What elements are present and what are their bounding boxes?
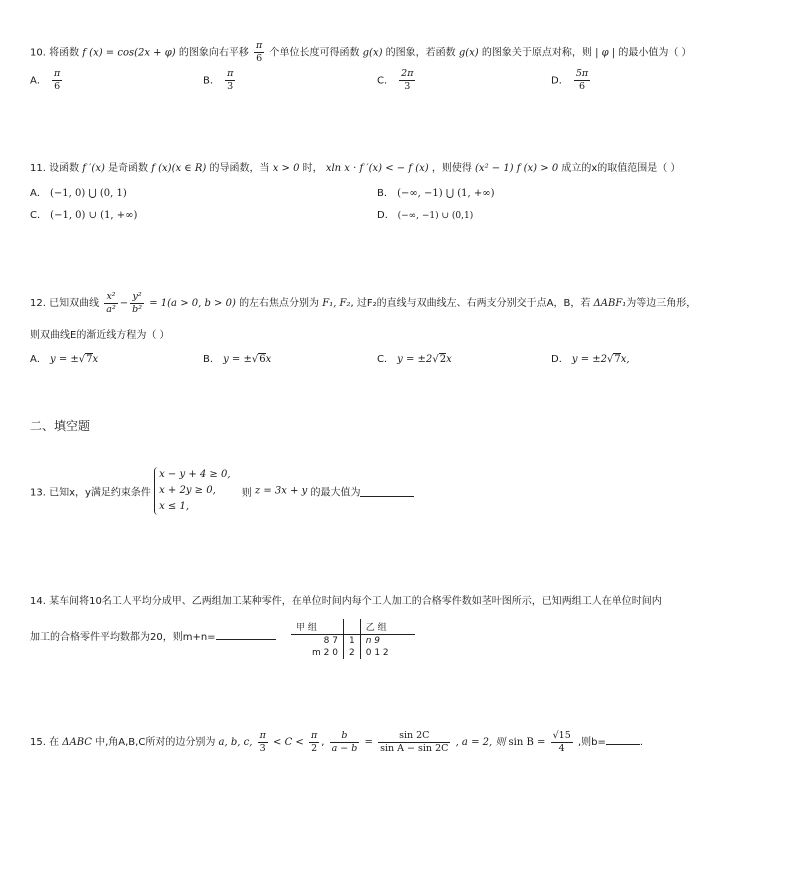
q12-text-b: 的左右焦点分别为 [239, 298, 320, 309]
option-fraction: $\frac{\pi}{3}$ [227, 68, 234, 92]
q15-sinb: sin B = [508, 737, 546, 748]
q15-pi3-fraction: $\frac{\pi}{3}$ [259, 729, 266, 754]
q11-text-e: ，则使得 [431, 163, 472, 174]
stem-leaf-head-right: 乙 组 [365, 623, 387, 633]
q11-option-b [377, 184, 494, 199]
option-label: B． [203, 354, 220, 365]
q11-option-d [377, 206, 473, 221]
q12-foci: F₁, F₂ [322, 298, 351, 309]
q10-text-c: 个单位长度可得函数 [269, 47, 360, 59]
q12-stem [30, 290, 696, 318]
q13-text-a: 13. 已知x，y满足约束条件 [30, 487, 151, 499]
option-radicand: 6 [259, 354, 266, 365]
stem-leaf-table [291, 619, 415, 659]
stem-leaf-right: n 9 [365, 636, 381, 646]
stem-leaf-stem: 2 [344, 647, 361, 659]
q15-answer-blank[interactable] [606, 734, 640, 745]
q13-answer-blank[interactable] [360, 486, 414, 497]
option-post: x [265, 354, 272, 365]
q15-c-range: < C < [273, 737, 304, 748]
q12-x-fraction: $\frac{\text{x²}}{\text{a²}}$ [106, 290, 116, 315]
q15-text-b: 中,角A,B,C所对的边分别为 [95, 737, 216, 748]
q11-fx: f (x)(x ∈ R) [151, 163, 207, 174]
q14-answer-blank[interactable] [216, 629, 276, 640]
option-post: x [92, 354, 99, 365]
q10-option-d [551, 68, 592, 93]
option-label: C． [377, 75, 394, 87]
option-radicand: 2 [439, 354, 447, 365]
option-pre: y = ± [223, 354, 252, 365]
q12-option-b: B． y = ±√6x [203, 354, 272, 365]
q15-sides: a, b, c, [218, 737, 253, 748]
q12-option-c: C． y = ±2√2x [377, 354, 452, 365]
option-label: B． [203, 75, 220, 87]
option-radicand: 7 [86, 354, 93, 365]
q13-text-b: 则 [241, 487, 252, 499]
q12-line2: 则双曲线E的渐近线方程为（ ） [30, 330, 170, 341]
option-label: D． [551, 75, 569, 87]
q12-text-d: 为等边三角形， [626, 298, 697, 309]
q10-option-a [30, 68, 64, 93]
q15-triangle: ΔABC [62, 737, 92, 748]
option-label: A． [30, 354, 47, 365]
q12-option-d: D． y = ±2√7x, [551, 354, 630, 365]
q15-pi2-fraction: $\frac{\pi}{2}$ [310, 729, 318, 754]
q13-constraint: x − y + 4 ≥ 0, [159, 469, 231, 480]
option-radicand: 7 [614, 354, 621, 365]
q10-option-c [377, 68, 417, 93]
q11-text-c: 的导函数，当 [209, 163, 270, 174]
option-post: x [446, 354, 452, 365]
q11-text-b: 是奇函数 [108, 163, 149, 174]
q10-func-g2: g(x) [458, 47, 479, 59]
option-label: D． [551, 354, 569, 365]
q10-text-b: 的图象向右平移 [178, 47, 249, 59]
q15-stem: 15. 在 ΔABC 中,角A,B,C所对的边分别为 a, b, c, $\frac{\pi}{3}$ < C < $\frac{\pi}{2}$ , $\frac{b}{a - b}$ = $\frac{\sin 2C}{\text{sin A − sin 2C}}$ , a = 2, 则 sin B = $\frac{√15}{4}$ ,则b= . [30, 729, 644, 754]
q15-text-c: ,则b= [577, 737, 606, 748]
q11-cond: x > 0 [272, 163, 300, 174]
q10-shift-fraction: $\frac{\pi}{6}$ [256, 40, 263, 64]
q14-line1: 14. 某车间将10名工人平均分成甲、乙两组加工某种零件，在单位时间内每个工人加工的合格零件数如茎叶图所示，已知两组工人在单位时间内 [30, 596, 662, 607]
option-pre: y = ±2 [397, 354, 433, 365]
q14-text: 加工的合格零件平均数都为20，则m+n= [30, 632, 216, 643]
q13-stem [30, 467, 414, 515]
q11-option-a [30, 184, 127, 199]
option-label: C． [377, 354, 394, 365]
q10-text-f: 的最小值为（ ） [618, 47, 692, 59]
option-post: x, [620, 354, 630, 365]
q11-ineq: xln x · f ′(x) < − f (x) [325, 163, 429, 174]
q13-objective: z = 3x + y [254, 485, 308, 497]
option-label: A． [30, 188, 47, 199]
q10-text-e: 的图象关于原点对称，则 [481, 47, 592, 59]
stem-leaf-right: 0 1 2 [365, 648, 389, 658]
q10-text-a: 10. 将函数 [30, 47, 80, 59]
q13-constraint-system [154, 467, 230, 515]
q11-text-d: 时， [302, 163, 323, 174]
option-label: D． [377, 210, 395, 221]
q12-eq-tail: = 1(a > 0, b > 0) [149, 298, 236, 309]
option-label: B． [377, 188, 394, 199]
q10-abs-phi: | φ | [595, 47, 616, 59]
option-text: (−∞, −1) ⋃ (1, +∞) [397, 188, 495, 199]
q12-triangle: ΔABF₁ [593, 298, 627, 309]
stem-leaf-left: 8 7 [323, 636, 338, 646]
q12-minus: − [119, 298, 129, 309]
option-fraction: $\frac{\pi}{6}$ [54, 68, 61, 92]
q11-text-a: 11. 设函数 [30, 163, 80, 174]
q15-text-a: 15. 在 [30, 737, 60, 748]
q13-text-c: 的最大值为 [310, 487, 361, 499]
q10-text-d: 的图象，若函数 [385, 47, 456, 59]
stem-leaf-left: m 2 0 [312, 648, 338, 658]
q15-equals: = [364, 737, 373, 748]
q12-y-fraction: $\frac{\text{y²}}{\text{b²}}$ [132, 290, 143, 315]
option-text: (−1, 0) ∪ (1, +∞) [50, 210, 138, 221]
q10-func-g: g(x) [362, 47, 383, 59]
q12-text-a: 12. 已知双曲线 [30, 298, 100, 309]
q11-option-c [30, 206, 137, 221]
q15-end: . [639, 737, 644, 748]
q13-constraint: x ≤ 1, [159, 501, 190, 512]
option-text: (−∞, −1) ∪ (0,1) [397, 211, 474, 221]
q12-option-a: A． y = ±√7x [30, 354, 99, 365]
option-text: (−1, 0) ⋃ (0, 1) [50, 188, 127, 199]
option-fraction: $\frac{5\pi}{6}$ [575, 68, 589, 92]
q15-b-fraction: $\frac{b}{a - b}$ [331, 729, 358, 754]
section-heading-fill-in: 二、填空题 [30, 419, 91, 433]
q11-text-f: 成立的x的取值范围是（ ） [561, 163, 681, 174]
option-pre: y = ±2 [571, 354, 608, 365]
option-pre: y = ± [50, 354, 79, 365]
q15-sinb-fraction: $\frac{√15}{4}$ [552, 729, 571, 754]
option-label: C． [30, 210, 47, 221]
q10-func-f: f (x) = cos(2x + φ) [82, 47, 176, 59]
stem-leaf-head-left: 甲 组 [296, 623, 317, 633]
q12-text-c: , 过F₂的直线与双曲线左、右两支分别交于点A，B，若 [350, 298, 591, 309]
q10-option-b [203, 68, 237, 93]
q11-fprime: f ′(x) [82, 163, 105, 174]
q11-ineq2: (x² − 1) f (x) > 0 [475, 163, 559, 174]
option-label: A． [30, 75, 47, 87]
q15-a-value: , a = 2, 则 [455, 737, 506, 748]
q13-constraint: x + 2y ≥ 0, [159, 485, 216, 496]
q15-sin-fraction: $\frac{\sin 2C}{\text{sin A − sin 2C}}$ [380, 729, 449, 754]
q11-stem [30, 161, 680, 177]
q10-stem [30, 40, 692, 65]
q14-line2 [30, 628, 276, 643]
stem-leaf-stem: 1 [344, 635, 361, 648]
option-fraction: $\frac{2\pi}{3}$ [401, 68, 414, 92]
